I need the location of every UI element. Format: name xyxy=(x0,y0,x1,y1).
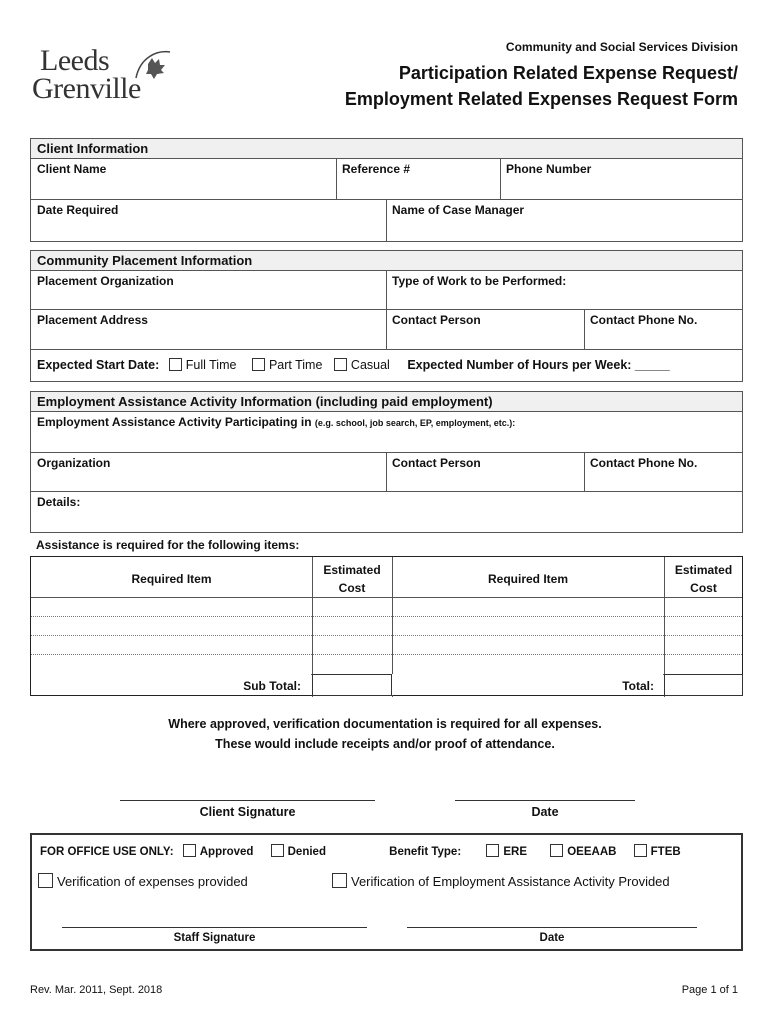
casual-checkbox[interactable] xyxy=(334,358,347,371)
type-of-work-label: Type of Work to be Performed: xyxy=(392,274,567,288)
oeeaab-label: OEEAAB xyxy=(567,846,617,858)
estimated-cost-header-left-line1: Estimated xyxy=(323,563,381,577)
date-required-field[interactable] xyxy=(31,200,386,242)
revision-note: Rev. Mar. 2011, Sept. 2018 xyxy=(30,984,163,996)
part-time-checkbox[interactable] xyxy=(252,358,265,371)
placement-contact-phone-label: Contact Phone No. xyxy=(590,313,698,327)
form-title-line2: Employment Related Expenses Request Form xyxy=(344,89,738,109)
phone-number-label: Phone Number xyxy=(506,162,592,176)
reference-label: Reference # xyxy=(342,162,411,176)
details-field[interactable] xyxy=(31,492,744,532)
date-required-label: Date Required xyxy=(37,203,119,217)
employment-contact-phone-field[interactable] xyxy=(584,453,744,491)
estimated-cost-header-right-line1: Estimated xyxy=(674,563,733,577)
office-use-row xyxy=(34,841,734,861)
reference-field[interactable] xyxy=(336,159,500,199)
verify-expenses-row xyxy=(32,870,332,892)
start-date-row xyxy=(31,355,744,381)
case-manager-field[interactable] xyxy=(386,200,744,242)
item-row[interactable] xyxy=(31,655,742,673)
total-label: Total: xyxy=(622,679,654,693)
approved-label: Approved xyxy=(199,846,254,858)
placement-contact-person-label: Contact Person xyxy=(392,313,481,327)
employment-contact-person-label: Contact Person xyxy=(392,456,481,470)
activity-participating-field[interactable] xyxy=(31,412,744,450)
client-signature-line[interactable] xyxy=(120,800,375,801)
casual-label: Casual xyxy=(350,358,390,372)
division-name: Community and Social Services Division xyxy=(505,40,738,54)
client-info-heading: Client Information xyxy=(31,139,742,159)
client-name-label: Client Name xyxy=(37,162,107,176)
placement-address-field[interactable] xyxy=(31,310,386,349)
staff-date-label: Date xyxy=(539,932,565,944)
employment-section xyxy=(30,391,743,533)
employment-contact-person-field[interactable] xyxy=(386,453,584,491)
placement-contact-person-field[interactable] xyxy=(386,310,584,349)
placement-heading: Community Placement Information xyxy=(31,251,742,271)
start-date-label: Expected Start Date: xyxy=(37,358,160,372)
staff-signature-label: Staff Signature xyxy=(173,932,256,944)
details-label: Details: xyxy=(37,495,81,509)
benefit-type-label: Benefit Type: xyxy=(389,846,462,858)
required-item-header-left: Required Item xyxy=(131,572,212,586)
activity-participating-label: Employment Assistance Activity Participating in xyxy=(37,415,312,429)
item-row[interactable] xyxy=(31,598,742,616)
item-row[interactable] xyxy=(31,617,742,635)
form-title-line1: Participation Related Expense Request/ xyxy=(398,63,738,83)
placement-address-label: Placement Address xyxy=(37,313,148,327)
client-info-section xyxy=(30,138,743,242)
client-signature-label: Client Signature xyxy=(199,805,296,819)
subtotal-field[interactable] xyxy=(312,674,392,696)
subtotal-label: Sub Total: xyxy=(243,679,301,693)
client-date-label: Date xyxy=(531,805,559,819)
case-manager-label: Name of Case Manager xyxy=(392,203,525,217)
employment-heading: Employment Assistance Activity Information (including paid employment) xyxy=(31,392,742,412)
phone-number-field[interactable] xyxy=(500,159,744,199)
estimated-cost-header-left xyxy=(312,558,392,600)
leaf-icon xyxy=(130,48,174,82)
logo-line2: Grenville xyxy=(32,72,141,105)
total-field[interactable] xyxy=(664,674,743,696)
verify-activity-checkbox[interactable] xyxy=(332,873,347,888)
placement-organization-field[interactable] xyxy=(31,271,386,309)
page-number: Page 1 of 1 xyxy=(681,984,738,996)
placement-contact-phone-field[interactable] xyxy=(584,310,744,349)
verify-expenses-label: Verification of expenses provided xyxy=(57,874,248,889)
office-use-label: FOR OFFICE USE ONLY: xyxy=(40,846,174,858)
full-time-label: Full Time xyxy=(185,358,237,372)
notice-line1: Where approved, verification documentation is required for all expenses. xyxy=(168,717,602,731)
hours-per-week-field[interactable]: Expected Number of Hours per Week: _____ xyxy=(407,358,670,372)
required-item-header-right: Required Item xyxy=(487,572,568,586)
employment-organization-field[interactable] xyxy=(31,453,386,491)
employment-contact-phone-label: Contact Phone No. xyxy=(590,456,698,470)
oeeaab-checkbox[interactable] xyxy=(550,844,563,857)
approved-checkbox[interactable] xyxy=(183,844,196,857)
placement-section xyxy=(30,250,743,382)
verify-expenses-checkbox[interactable] xyxy=(38,873,53,888)
item-row[interactable] xyxy=(31,636,742,654)
denied-label: Denied xyxy=(287,846,326,858)
estimated-cost-header-right-line2: Cost xyxy=(690,581,717,595)
staff-signature-line[interactable] xyxy=(62,927,367,928)
ere-checkbox[interactable] xyxy=(486,844,499,857)
verify-activity-label: Verification of Employment Assistance Activity Provided xyxy=(351,874,670,889)
type-of-work-field[interactable] xyxy=(386,271,744,309)
verify-activity-row xyxy=(326,870,736,892)
ere-label: ERE xyxy=(503,846,528,858)
logo-line1: Leeds xyxy=(40,44,110,77)
client-name-field[interactable] xyxy=(31,159,336,199)
estimated-cost-header-left-line2: Cost xyxy=(338,581,366,595)
placement-organization-label: Placement Organization xyxy=(37,274,174,288)
office-use-section xyxy=(30,833,743,951)
staff-date-line[interactable] xyxy=(407,927,697,928)
part-time-label: Part Time xyxy=(268,358,323,372)
items-intro: Assistance is required for the following items: xyxy=(36,538,300,552)
notice-line2: These would include receipts and/or proof of attendance. xyxy=(215,737,555,751)
denied-checkbox[interactable] xyxy=(271,844,284,857)
full-time-checkbox[interactable] xyxy=(169,358,182,371)
leeds-grenville-logo xyxy=(32,46,182,110)
employment-organization-label: Organization xyxy=(37,456,111,470)
client-date-line[interactable] xyxy=(455,800,635,801)
fteb-checkbox[interactable] xyxy=(634,844,647,857)
fteb-label: FTEB xyxy=(650,846,681,858)
activity-participating-note: (e.g. school, job search, EP, employment, etc.): xyxy=(314,418,516,428)
estimated-cost-header-right xyxy=(664,558,743,600)
